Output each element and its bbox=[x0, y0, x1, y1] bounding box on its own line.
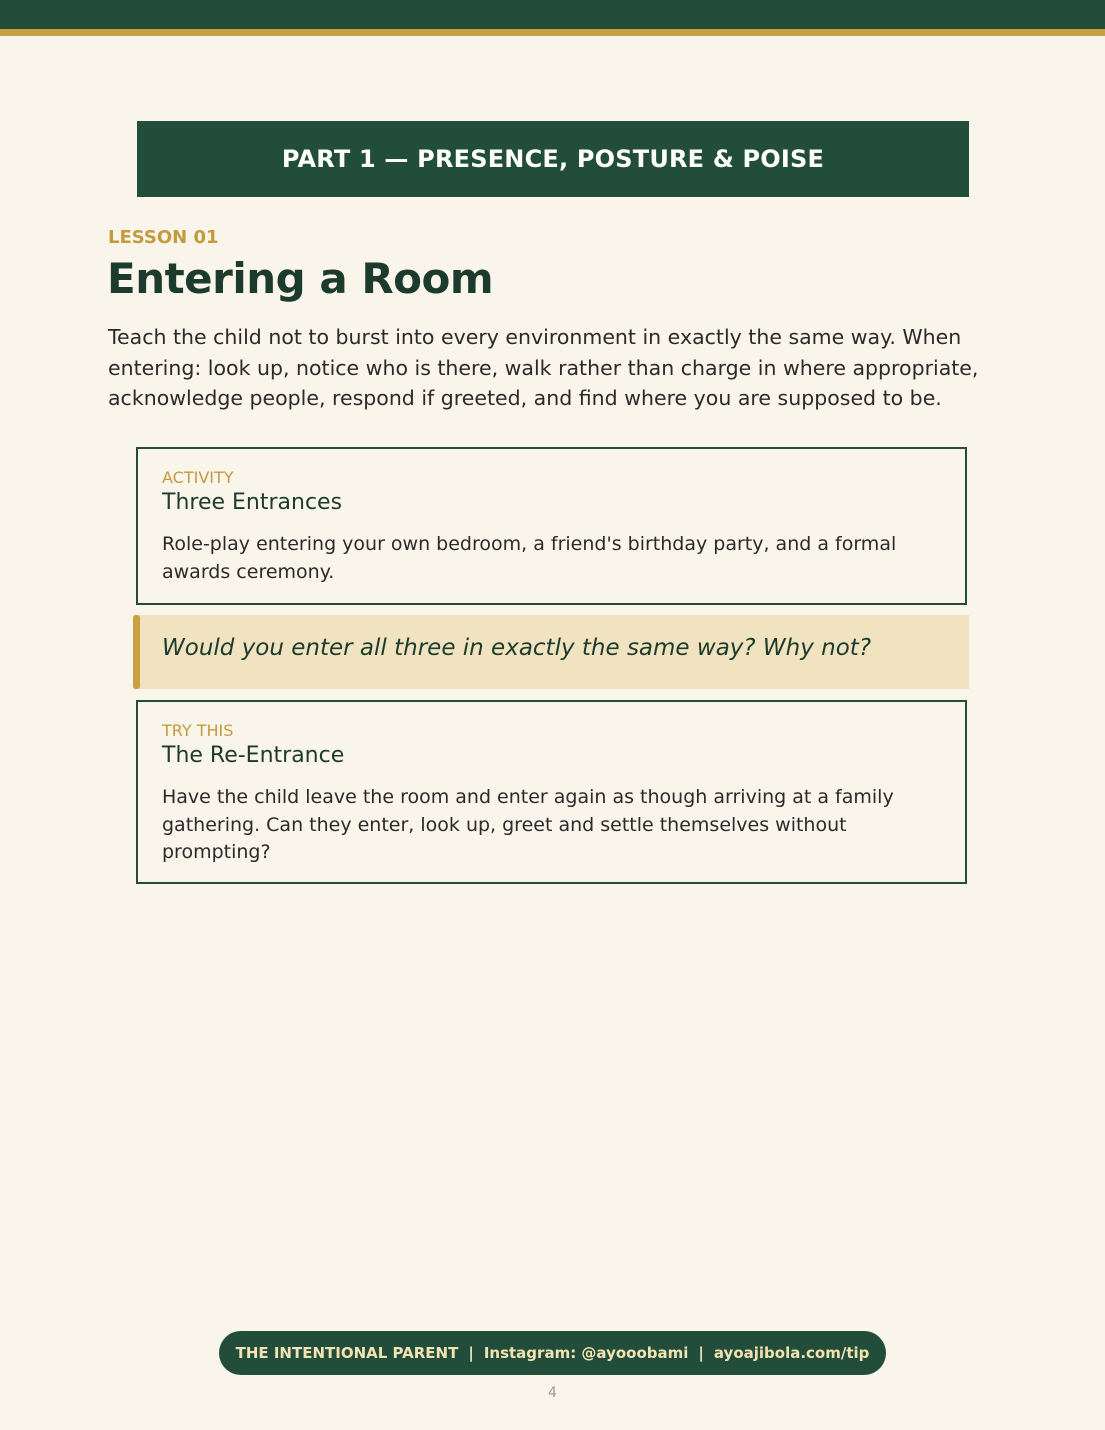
try-this-text: Have the child leave the room and enter again as though arriving at a family gathering. Can they enter, look up, greet and settle themselves without prompting? bbox=[162, 786, 894, 863]
page-number: 4 bbox=[548, 1385, 557, 1401]
activity-box bbox=[136, 447, 967, 605]
footer-pill bbox=[219, 1331, 886, 1375]
activity-title: Three Entrances bbox=[162, 490, 343, 515]
part-banner bbox=[137, 121, 969, 197]
footer-separator: | bbox=[698, 1344, 704, 1362]
footer-website-link[interactable]: ayoajibola.com/tip bbox=[713, 1344, 870, 1362]
question-callout bbox=[133, 615, 969, 689]
question-text: Would you enter all three in exactly the same way? Why not? bbox=[162, 635, 872, 661]
footer-brand: THE INTENTIONAL PARENT bbox=[235, 1344, 459, 1362]
lesson-intro: Teach the child not to burst into every environment in exactly the same way. When entering: look up, notice who is there, walk rather than charge in where appropriate, acknowledge people, respond if greeted, and find where you are supposed to be. bbox=[108, 325, 979, 410]
try-this-title: The Re-Entrance bbox=[162, 743, 345, 768]
try-this-tag: TRY THIS bbox=[162, 721, 234, 740]
top-header-bar bbox=[0, 0, 1105, 29]
footer-instagram-link[interactable]: Instagram: @ayooobami bbox=[483, 1344, 689, 1362]
part-title: PART 1 — PRESENCE, POSTURE & POISE bbox=[281, 145, 825, 173]
top-gold-stripe bbox=[0, 29, 1105, 36]
lesson-label: LESSON 01 bbox=[108, 227, 219, 248]
try-this-box bbox=[136, 700, 967, 884]
activity-tag: ACTIVITY bbox=[162, 468, 234, 487]
footer-separator: | bbox=[468, 1344, 474, 1362]
question-accent-bar bbox=[133, 615, 140, 689]
activity-text: Role-play entering your own bedroom, a friend's birthday party, and a formal awards ceremony. bbox=[162, 533, 897, 583]
lesson-title: Entering a Room bbox=[107, 254, 494, 303]
